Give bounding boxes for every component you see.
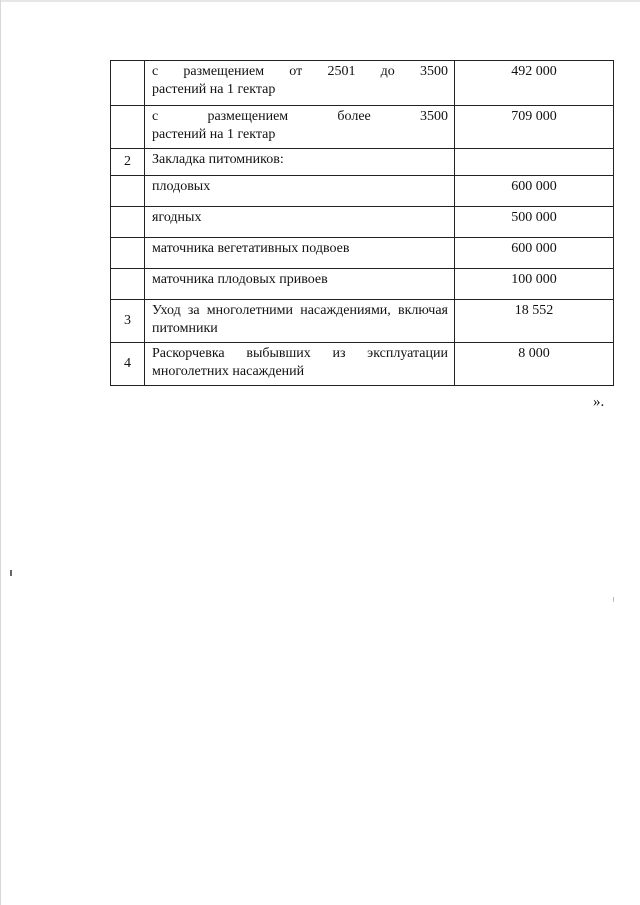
closing-quote-mark: ». [593,394,605,410]
rates-table [110,60,614,386]
word: 3500 [420,109,448,124]
row-number [111,269,145,300]
table-row [111,343,614,386]
row-name [145,106,455,149]
row-value: 8 000 [455,343,614,386]
row-value: 100 000 [455,269,614,300]
scan-speck [10,570,12,576]
row-value: 18 552 [455,300,614,343]
row-number: 4 [111,343,145,386]
row-name: плодовых [145,176,455,207]
word: до [380,64,395,79]
row-name: ягодных [145,207,455,238]
word: размещением [183,64,265,79]
table-row [111,61,614,106]
table-row [111,207,614,238]
row-number [111,176,145,207]
scan-speck [613,597,614,602]
row-name-line2: растений на 1 гектар [152,82,276,97]
row-value: 600 000 [455,238,614,269]
word: 2501 [327,64,356,79]
scan-edge-top [0,0,640,2]
row-name: Закладка питомников: [145,149,455,176]
row-name: Раскорчевка выбывших из эксплуатации многолетних насаждений [145,343,455,386]
row-name-line1 [152,63,448,81]
word: с [152,109,159,124]
row-number [111,106,145,149]
row-name: Уход за многолетними насаждениями, включая питомники [145,300,455,343]
word: более [337,109,371,124]
row-name [145,61,455,106]
table-row [111,238,614,269]
table-row [111,149,614,176]
row-number [111,61,145,106]
row-number: 3 [111,300,145,343]
row-name: маточника плодовых привоев [145,269,455,300]
table-row [111,300,614,343]
word: 3500 [419,64,448,79]
table-row [111,106,614,149]
row-value: 492 000 [455,61,614,106]
word: от [289,64,303,79]
row-value: 600 000 [455,176,614,207]
row-value: 709 000 [455,106,614,149]
row-name-line1 [152,108,448,126]
row-number [111,238,145,269]
table-row [111,269,614,300]
word: размещением [207,109,289,124]
word: с [152,64,159,79]
table-row [111,176,614,207]
scan-edge-left [0,0,1,905]
row-value: 500 000 [455,207,614,238]
row-value [455,149,614,176]
row-name-line2: растений на 1 гектар [152,127,276,142]
row-number [111,207,145,238]
row-number: 2 [111,149,145,176]
row-name: маточника вегетативных подвоев [145,238,455,269]
